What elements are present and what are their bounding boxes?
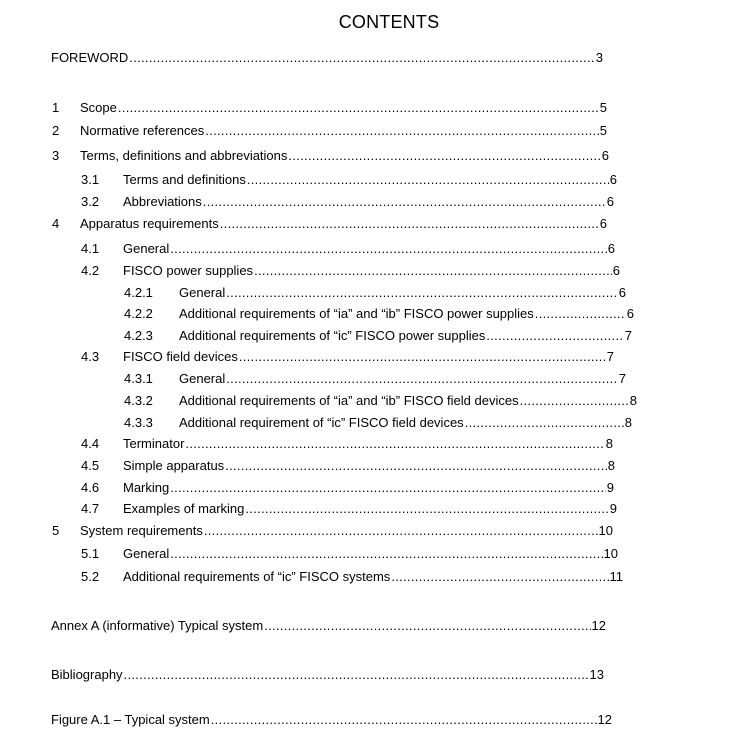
toc-entry-annex-a[interactable] bbox=[51, 618, 606, 636]
toc-entry-figure-a1[interactable] bbox=[51, 712, 612, 730]
toc-section-number: 4.2.1 bbox=[124, 285, 153, 300]
toc-page-number: 7 bbox=[606, 349, 614, 364]
dot-leader bbox=[245, 501, 608, 516]
dot-leader bbox=[220, 216, 599, 231]
toc-entry-title: Simple apparatus bbox=[123, 458, 225, 473]
toc-page-number: 12 bbox=[591, 618, 606, 633]
toc-entry-s4-3-1[interactable] bbox=[124, 371, 626, 389]
toc-page-number: 12 bbox=[597, 712, 612, 727]
toc-entry-s4-6[interactable] bbox=[81, 480, 614, 498]
toc-page-number: 6 bbox=[618, 285, 626, 300]
toc-page-number: 13 bbox=[589, 667, 604, 682]
dot-leader bbox=[211, 712, 597, 727]
toc-entry-title: Additional requirements of “ia” and “ib” FISCO power supplies bbox=[179, 306, 534, 321]
toc-page-number: 3 bbox=[595, 50, 603, 65]
toc-entry-title: Additional requirement of “ic” FISCO field devices bbox=[179, 415, 464, 430]
toc-entry-bibliography[interactable] bbox=[51, 667, 604, 685]
toc-entry-s4-3[interactable] bbox=[81, 349, 614, 367]
toc-entry-s4-2-2[interactable] bbox=[124, 306, 634, 324]
toc-section-number: 4.3 bbox=[81, 349, 100, 364]
toc-section-number: 4.4 bbox=[81, 436, 100, 451]
toc-section-number: 5.1 bbox=[81, 546, 100, 561]
toc-entry-title: Annex A (informative) Typical system bbox=[51, 618, 264, 633]
toc-entry-title: General bbox=[179, 371, 226, 386]
dot-leader bbox=[204, 523, 598, 538]
toc-entry-title: Normative references bbox=[80, 123, 205, 138]
toc-entry-title: System requirements bbox=[80, 523, 203, 538]
dot-leader bbox=[226, 371, 618, 386]
toc-section-number: 4.2.3 bbox=[124, 328, 153, 343]
toc-entry-title: Terms, definitions and abbreviations bbox=[80, 148, 288, 163]
toc-entry-title: Figure A.1 – Typical system bbox=[51, 712, 210, 727]
dot-leader bbox=[225, 458, 607, 473]
toc-entry-title: Additional requirements of “ia” and “ib” FISCO field devices bbox=[179, 393, 519, 408]
dot-leader bbox=[288, 148, 600, 163]
toc-page-number: 8 bbox=[629, 393, 637, 408]
toc-entry-title: Abbreviations bbox=[123, 194, 202, 209]
dot-leader bbox=[254, 263, 612, 278]
toc-page-number: 7 bbox=[624, 328, 632, 343]
toc-page-number: 6 bbox=[609, 172, 617, 187]
toc-entry-s4-1[interactable] bbox=[81, 241, 615, 259]
toc-entry-title: General bbox=[179, 285, 226, 300]
toc-section-number: 5 bbox=[52, 523, 60, 538]
toc-page-number: 6 bbox=[612, 263, 620, 278]
toc-entry-title: Additional requirements of “ic” FISCO systems bbox=[123, 569, 391, 584]
toc-page-number: 5 bbox=[599, 123, 607, 138]
toc-section-number: 1 bbox=[52, 100, 60, 115]
toc-entry-s3[interactable] bbox=[52, 148, 609, 166]
toc-page-number: 5 bbox=[599, 100, 607, 115]
toc-section-number: 4.2 bbox=[81, 263, 100, 278]
dot-leader bbox=[203, 194, 606, 209]
toc-section-number: 4.7 bbox=[81, 501, 100, 516]
toc-entry-title: Apparatus requirements bbox=[80, 216, 219, 231]
dot-leader bbox=[247, 172, 609, 187]
dot-leader bbox=[170, 241, 607, 256]
toc-section-number: 4.1 bbox=[81, 241, 100, 256]
toc-entry-s4-2-1[interactable] bbox=[124, 285, 626, 303]
toc-entry-s5-2[interactable] bbox=[81, 569, 623, 587]
toc-entry-title: General bbox=[123, 241, 170, 256]
dot-leader bbox=[170, 546, 602, 561]
toc-entry-s4-2-3[interactable] bbox=[124, 328, 632, 346]
toc-page-number: 8 bbox=[624, 415, 632, 430]
toc-entry-title: Scope bbox=[80, 100, 117, 115]
toc-entry-s3-1[interactable] bbox=[81, 172, 617, 190]
dot-leader bbox=[535, 306, 626, 321]
toc-page-number: 9 bbox=[609, 501, 617, 516]
toc-entry-title: FISCO power supplies bbox=[123, 263, 254, 278]
dot-leader bbox=[185, 436, 604, 451]
dot-leader bbox=[391, 569, 608, 584]
toc-section-number: 3 bbox=[52, 148, 60, 163]
toc-page-number: 6 bbox=[606, 194, 614, 209]
dot-leader bbox=[205, 123, 598, 138]
toc-entry-s4-2[interactable] bbox=[81, 263, 620, 281]
toc-entry-title: FISCO field devices bbox=[123, 349, 238, 364]
toc-entry-foreword[interactable] bbox=[51, 50, 603, 68]
dot-leader bbox=[264, 618, 590, 633]
toc-section-number: 4.3.1 bbox=[124, 371, 153, 386]
toc-entry-s2[interactable] bbox=[52, 123, 607, 141]
dot-leader bbox=[486, 328, 623, 343]
toc-section-number: 5.2 bbox=[81, 569, 100, 584]
toc-entry-title: FOREWORD bbox=[51, 50, 129, 65]
dot-leader bbox=[226, 285, 618, 300]
dot-leader bbox=[124, 667, 589, 682]
toc-entry-s5-1[interactable] bbox=[81, 546, 618, 564]
toc-entry-title: General bbox=[123, 546, 170, 561]
toc-section-number: 4 bbox=[52, 216, 60, 231]
toc-page-number: 10 bbox=[598, 523, 613, 538]
toc-page-number: 6 bbox=[607, 241, 615, 256]
toc-section-number: 4.5 bbox=[81, 458, 100, 473]
toc-page-number: 8 bbox=[607, 458, 615, 473]
toc-section-number: 3.2 bbox=[81, 194, 100, 209]
dot-leader bbox=[118, 100, 599, 115]
page-title: CONTENTS bbox=[338, 12, 440, 32]
toc-entry-s4-3-3[interactable] bbox=[124, 415, 632, 433]
toc-section-number: 4.3.2 bbox=[124, 393, 153, 408]
toc-page-number: 6 bbox=[601, 148, 609, 163]
toc-entry-s3-2[interactable] bbox=[81, 194, 614, 212]
toc-page-number: 11 bbox=[609, 569, 623, 584]
toc-entry-s4-5[interactable] bbox=[81, 458, 615, 476]
toc-entry-title: Terminator bbox=[123, 436, 185, 451]
toc-section-number: 4.2.2 bbox=[124, 306, 153, 321]
dot-leader bbox=[129, 50, 594, 65]
toc-section-number: 2 bbox=[52, 123, 60, 138]
toc-entry-s4-3-2[interactable] bbox=[124, 393, 637, 411]
toc-page-number: 7 bbox=[618, 371, 626, 386]
toc-entry-title: Examples of marking bbox=[123, 501, 245, 516]
toc-page-number: 6 bbox=[626, 306, 634, 321]
toc-page-number: 9 bbox=[606, 480, 614, 495]
toc-entry-s4[interactable] bbox=[52, 216, 607, 234]
dot-leader bbox=[239, 349, 606, 364]
dot-leader bbox=[170, 480, 606, 495]
toc-section-number: 3.1 bbox=[81, 172, 100, 187]
dot-leader bbox=[465, 415, 624, 430]
toc-entry-s1[interactable] bbox=[52, 100, 607, 118]
toc-entry-title: Marking bbox=[123, 480, 170, 495]
toc-entry-s5[interactable] bbox=[52, 523, 613, 541]
toc-entry-title: Additional requirements of “ic” FISCO power supplies bbox=[179, 328, 486, 343]
toc-page-number: 8 bbox=[605, 436, 613, 451]
toc-entry-title: Terms and definitions bbox=[123, 172, 246, 187]
toc-entry-s4-7[interactable] bbox=[81, 501, 617, 519]
toc-page-number: 6 bbox=[599, 216, 607, 231]
toc-section-number: 4.6 bbox=[81, 480, 100, 495]
toc-section-number: 4.3.3 bbox=[124, 415, 153, 430]
toc-entry-title: Bibliography bbox=[51, 667, 123, 682]
dot-leader bbox=[520, 393, 629, 408]
toc-page-number: 10 bbox=[603, 546, 618, 561]
toc-entry-s4-4[interactable] bbox=[81, 436, 613, 454]
